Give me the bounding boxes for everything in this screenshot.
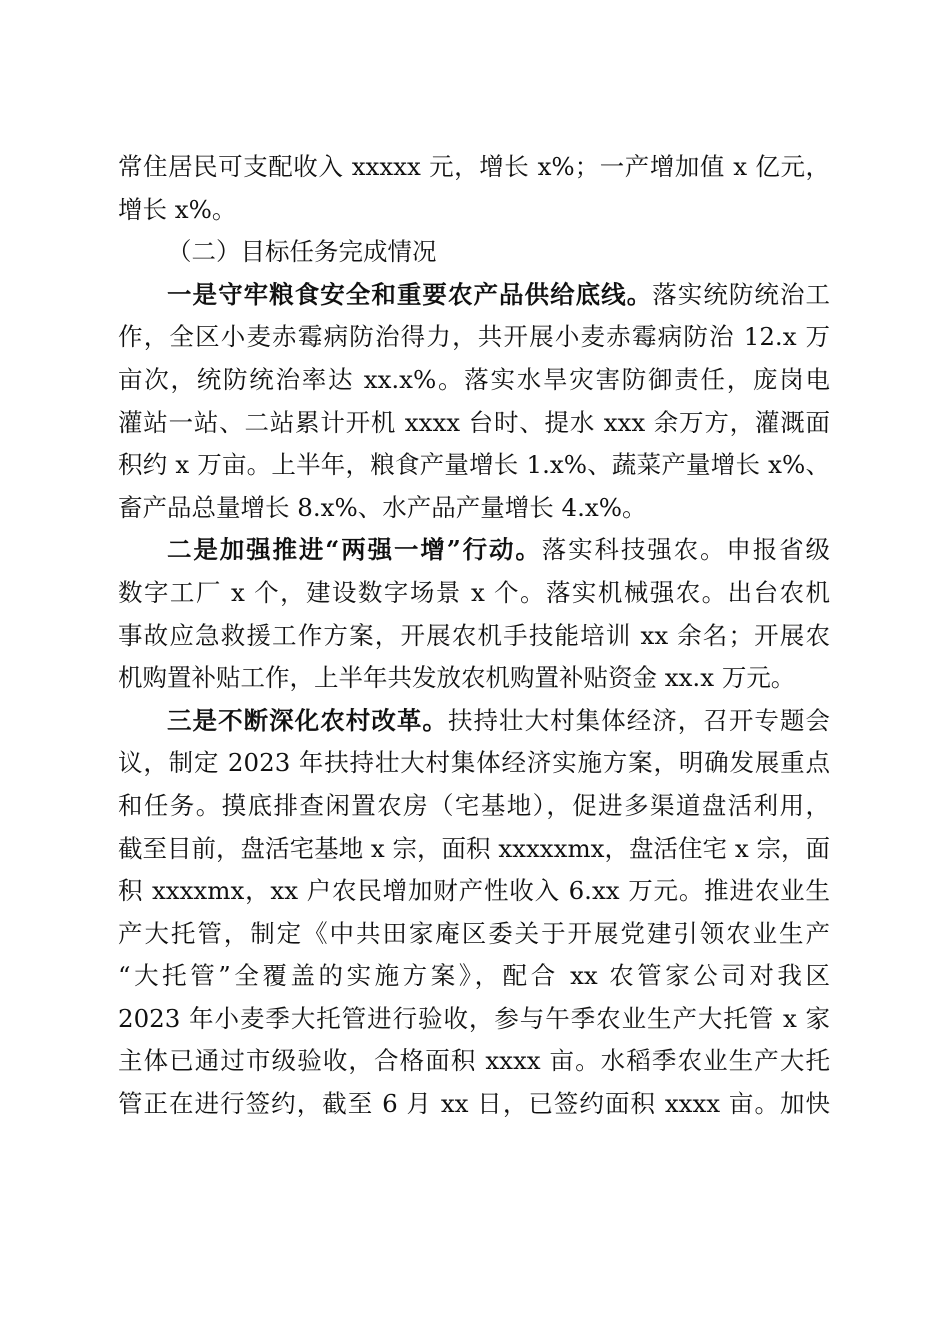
text-line <box>118 742 830 785</box>
text-line <box>118 913 830 956</box>
line-text: 管正在进行签约，截至 6 月 xx 日，已签约面积 xxxx 亩。加快 <box>118 1089 830 1119</box>
paragraph-income <box>118 146 830 231</box>
line-text: 增长 x%。 <box>118 194 237 224</box>
line-text: 产大托管，制定《中共田家庵区委关于开展党建引领农业生产 <box>118 918 830 948</box>
line-text: 常住居民可支配收入 xxxxx 元，增长 x%；一产增加值 x 亿元， <box>118 152 830 181</box>
text-line <box>118 998 830 1041</box>
text-line <box>118 487 830 530</box>
line-text: 截至目前，盘活宅基地 x 宗，面积 xxxxxmx，盘活住宅 x 宗，面 <box>118 833 830 863</box>
line-text: 作，全区小麦赤霉病防治得力，共开展小麦赤霉病防治 12.x 万 <box>118 322 830 352</box>
paragraph-grain-security <box>118 274 830 530</box>
line-text: 落实科技强农。申报省级 <box>541 535 830 565</box>
text-line <box>118 274 830 317</box>
text-line <box>118 1040 830 1083</box>
line-text: 积 xxxxmx，xx 户农民增加财产性收入 6.xx 万元。推进农业生 <box>118 876 830 906</box>
document-body <box>118 146 830 1126</box>
heading-text: （二）目标任务完成情况 <box>167 237 437 267</box>
line-text: 畜产品总量增长 8.x%、水产品产量增长 4.x%。 <box>118 492 647 522</box>
text-line <box>118 785 830 828</box>
line-text: 2023 年小麦季大托管进行验收，参与午季农业生产大托管 x 家 <box>118 1003 830 1033</box>
text-line <box>118 870 830 913</box>
text-line <box>118 359 830 402</box>
text-line <box>118 444 830 487</box>
text-line <box>118 402 830 445</box>
text-line <box>118 189 830 232</box>
line-text: 扶持壮大村集体经济，召开专题会 <box>447 705 830 735</box>
line-text: 和任务。摸底排查闲置农房（宅基地），促进多渠道盘活利用， <box>118 790 830 820</box>
text-line <box>118 955 830 998</box>
text-line <box>118 572 830 615</box>
text-line <box>118 828 830 871</box>
line-text: 事故应急救援工作方案，开展农机手技能培训 xx 余名；开展农 <box>118 620 830 650</box>
paragraph-lead-title: 一是守牢粮食安全和重要农产品供给底线。 <box>167 279 653 309</box>
section-heading <box>118 231 830 274</box>
heading-line <box>118 231 830 274</box>
text-line <box>118 615 830 658</box>
line-text: 机购置补贴工作，上半年共发放农机购置补贴资金 xx.x 万元。 <box>118 663 796 693</box>
line-text: “大托管”全覆盖的实施方案》，配合 xx 农管家公司对我区 <box>118 961 830 991</box>
text-line <box>118 529 830 572</box>
line-text: 灌站一站、二站累计开机 xxxx 台时、提水 xxx 余万方，灌溉面 <box>118 407 830 437</box>
line-text: 积约 x 万亩。上半年，粮食产量增长 1.x%、蔬菜产量增长 x%、 <box>118 450 830 480</box>
line-text: 数字工厂 x 个，建设数字场景 x 个。落实机械强农。出台农机 <box>118 577 830 607</box>
text-line <box>118 657 830 700</box>
paragraph-lead-title: 二是加强推进“两强一增”行动。 <box>167 535 542 565</box>
text-line <box>118 146 830 189</box>
line-text: 议，制定 2023 年扶持壮大村集体经济实施方案，明确发展重点 <box>118 748 830 778</box>
paragraph-two-strong <box>118 529 830 699</box>
text-line <box>118 316 830 359</box>
line-text: 亩次，统防统治率达 xx.x%。落实水旱灾害防御责任，庞岗电 <box>118 364 830 394</box>
line-text: 主体已通过市级验收，合格面积 xxxx 亩。水稻季农业生产大托 <box>118 1046 830 1076</box>
paragraph-rural-reform <box>118 700 830 1126</box>
text-line <box>118 1083 830 1126</box>
line-text: 落实统防统治工 <box>652 279 830 309</box>
text-line <box>118 700 830 743</box>
paragraph-lead-title: 三是不断深化农村改革。 <box>167 705 448 735</box>
